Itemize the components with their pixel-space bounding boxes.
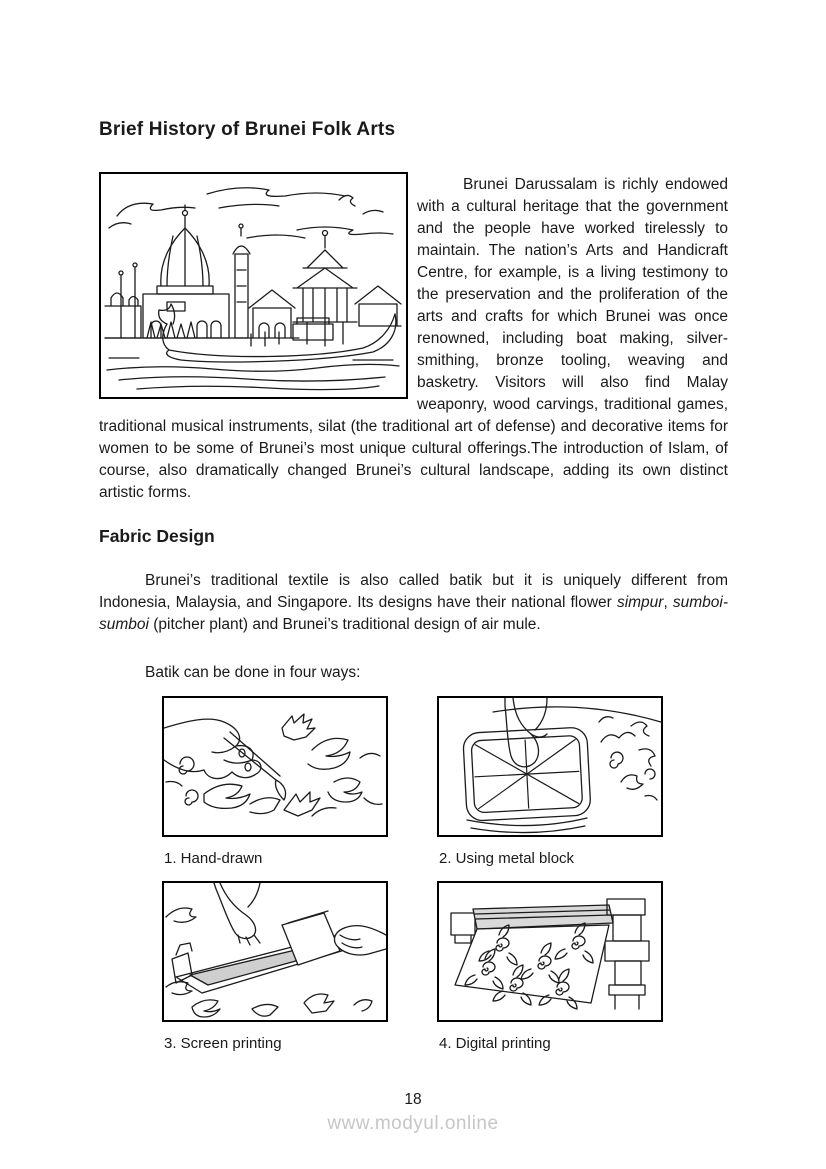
metal-block-batik-illustration	[439, 698, 661, 835]
watermark: www.modyul.online	[327, 1113, 499, 1134]
hand-drawn-batik-illustration	[164, 698, 386, 835]
intro-paragraph: Brunei Darussalam is richly endowed with a cultural heritage that the government and the people have worked tirelessly to maintain. The nation’s Arts and Handicraft Centre, for example, is a living testimony to the preservation and the proliferation of the arts and crafts for which Brunei was once renowned, including boat making, silver-smithing, bronze tooling, weaving and basketry. Visitors will also find Malay weaponry, wood carvings, traditional games, traditional musical instruments, silat (the traditional art of defense) and decorative items for women to be some of Brunei’s most unique cultural offerings.The introduction of Islam, of course, also dramatically changed Brunei’s cultural landscape, adding its own distinct artistic forms.	[99, 176, 728, 501]
batik-ways-intro: Batik can be done in four ways:	[145, 664, 361, 681]
italic-term-simpur: simpur	[616, 594, 664, 611]
figure-screen-printing	[162, 881, 388, 1022]
fabric-design-heading: Fabric Design	[99, 526, 215, 546]
figure-caption: 2. Using metal block	[439, 850, 575, 867]
mosque-waterfront-illustration	[101, 174, 406, 397]
figure-digital-printing	[437, 881, 663, 1022]
page-number: 18	[404, 1091, 422, 1108]
figure-hand-drawn	[162, 696, 388, 837]
intro-section	[99, 172, 728, 504]
figure-caption: 3. Screen printing	[164, 1035, 282, 1052]
mosque-figure	[99, 172, 408, 399]
figure-caption: 1. Hand-drawn	[164, 850, 263, 867]
digital-printing-illustration	[439, 883, 661, 1020]
fabric-paragraph-text: Brunei’s traditional textile is also called batik but it is uniquely different from Indonesia, Malaysia, and Singapore. Its designs have their national flower	[99, 572, 728, 611]
italic-term-sumboi: sumboi-sumboi	[99, 594, 728, 633]
figure-caption: 4. Digital printing	[439, 1035, 551, 1052]
fabric-design-paragraph: Brunei’s traditional textile is also called batik but it is uniquely different from Indonesia, Malaysia, and Singapore. Its designs have their national flower simpur, sumboi-sumboi (pitcher plant) and Brunei’s traditional design of air mule.	[99, 572, 728, 633]
screen-printing-illustration	[164, 883, 386, 1020]
figure-metal-block	[437, 696, 663, 837]
page-title: Brief History of Brunei Folk Arts	[99, 119, 396, 140]
